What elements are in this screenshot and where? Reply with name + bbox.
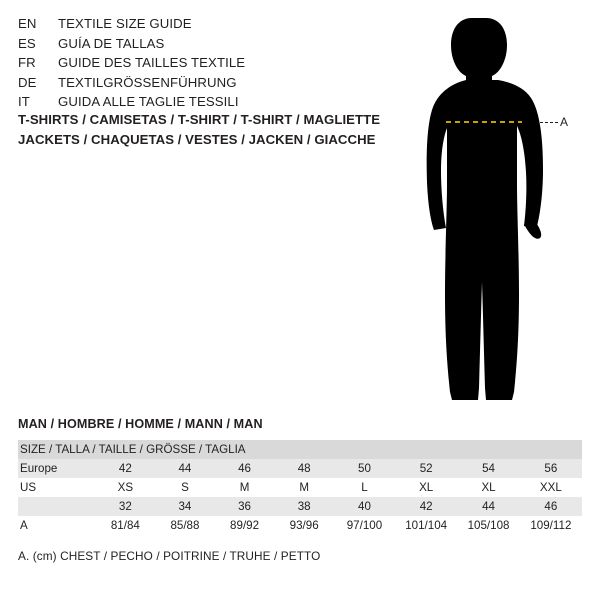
cell-value: 93/96 <box>274 516 334 535</box>
size-table <box>18 440 582 535</box>
cell-value: L <box>334 478 395 497</box>
cell-value: M <box>215 478 275 497</box>
row-label: Europe <box>18 459 96 478</box>
section-title-man: MAN / HOMBRE / HOMME / MANN / MAN <box>18 417 263 431</box>
cell-value: 89/92 <box>215 516 275 535</box>
cell-value: M <box>274 478 334 497</box>
table-row <box>18 478 582 497</box>
cell-value: 38 <box>274 497 334 516</box>
language-code: IT <box>18 94 30 109</box>
table-row <box>18 516 582 535</box>
measure-marker-label: A <box>560 115 569 129</box>
table-header-row <box>18 440 582 459</box>
cell-value: S <box>155 478 215 497</box>
cell-value: 44 <box>457 497 519 516</box>
language-row <box>18 92 378 112</box>
language-list <box>18 14 378 112</box>
silhouette-icon <box>400 14 600 404</box>
cell-value: 34 <box>155 497 215 516</box>
language-code: ES <box>18 35 36 51</box>
cell-value: 32 <box>96 497 156 516</box>
cell-value: 42 <box>96 459 156 478</box>
cell-value: 50 <box>334 459 395 478</box>
language-code: EN <box>18 16 37 31</box>
cell-value: 105/108 <box>457 516 519 535</box>
cell-value: 52 <box>395 459 457 478</box>
cell-value: XL <box>457 478 519 497</box>
row-label: A <box>18 516 96 535</box>
table-header-label: SIZE / TALLA / TAILLE / GRÖSSE / TAGLIA <box>18 440 582 459</box>
language-code: DE <box>18 74 37 90</box>
language-row <box>18 14 378 34</box>
language-row <box>18 34 378 54</box>
language-row <box>18 73 378 93</box>
garment-line-tshirts: T-SHIRTS / CAMISETAS / T-SHIRT / T-SHIRT / MAGLIETTE <box>18 112 381 127</box>
cell-value: 101/104 <box>395 516 457 535</box>
cell-value: 109/112 <box>520 516 582 535</box>
cell-value: 44 <box>155 459 215 478</box>
measure-marker-dashes <box>540 122 558 123</box>
cell-value: XXL <box>520 478 582 497</box>
language-title: GUIDA ALLE TAGLIE TESSILI <box>58 94 239 109</box>
language-title: GUIDE DES TAILLES TEXTILE <box>58 55 246 70</box>
language-title: TEXTILGRÖSSENFÜHRUNG <box>58 74 237 90</box>
table-row <box>18 497 582 516</box>
cell-value: 40 <box>334 497 395 516</box>
table-row <box>18 459 582 478</box>
cell-value: XS <box>96 478 156 497</box>
cell-value: 85/88 <box>155 516 215 535</box>
cell-value: XL <box>395 478 457 497</box>
cell-value: 81/84 <box>96 516 156 535</box>
cell-value: 42 <box>395 497 457 516</box>
cell-value: 46 <box>520 497 582 516</box>
language-title: TEXTILE SIZE GUIDE <box>58 16 192 31</box>
row-label: US <box>18 478 96 497</box>
cell-value: 46 <box>215 459 275 478</box>
garment-type-list <box>18 110 438 150</box>
cell-value: 56 <box>520 459 582 478</box>
cell-value: 54 <box>457 459 519 478</box>
garment-line-jackets: JACKETS / CHAQUETAS / VESTES / JACKEN / GIACCHE <box>18 132 376 147</box>
cell-value: 36 <box>215 497 275 516</box>
man-silhouette-figure <box>400 14 600 404</box>
language-code: FR <box>18 55 36 70</box>
footnote-chest-measure: A. (cm) CHEST / PECHO / POITRINE / TRUHE / PETTO <box>18 549 321 563</box>
cell-value: 97/100 <box>334 516 395 535</box>
row-label <box>18 497 96 516</box>
language-row <box>18 53 378 73</box>
language-title: GUÍA DE TALLAS <box>58 35 165 51</box>
cell-value: 48 <box>274 459 334 478</box>
